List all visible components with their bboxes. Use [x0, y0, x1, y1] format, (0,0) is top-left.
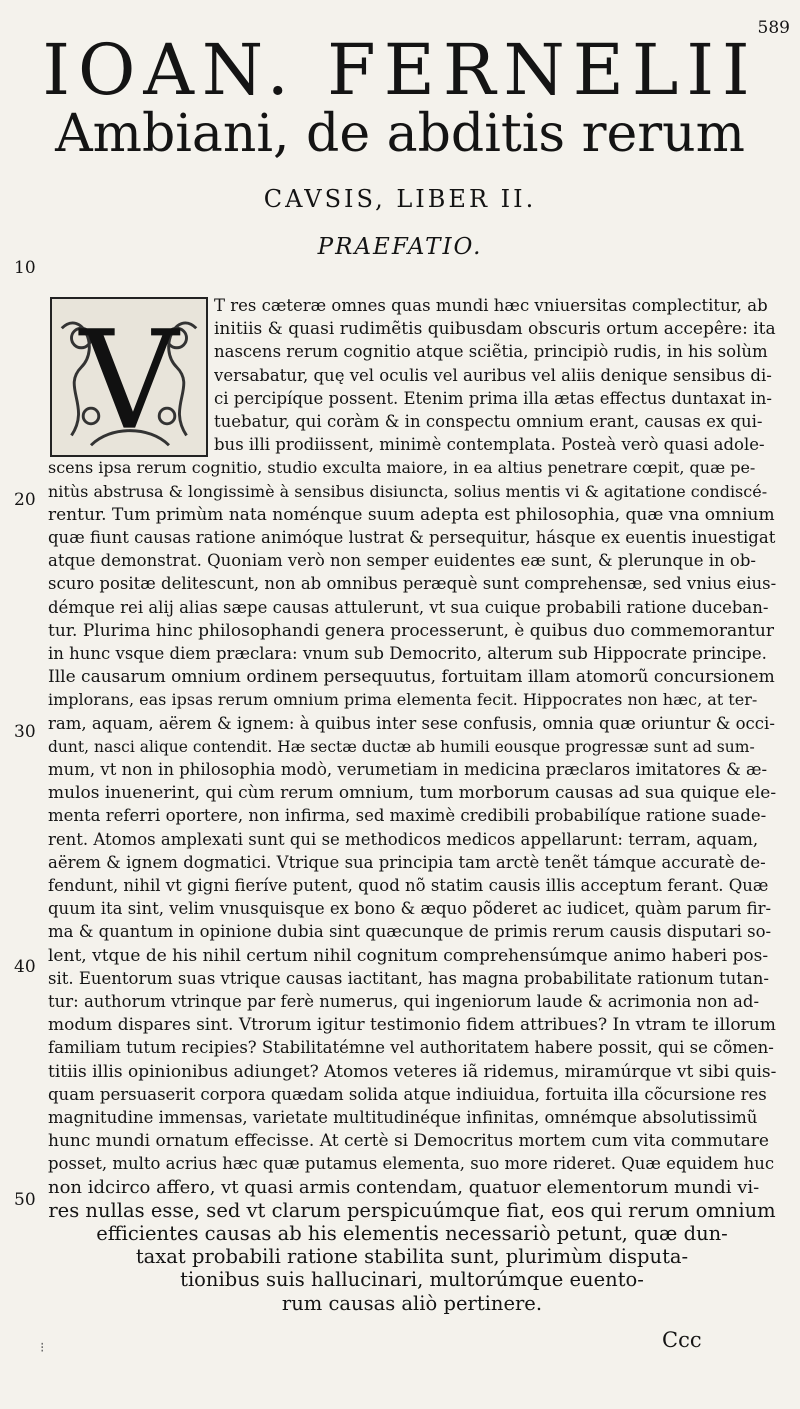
text-line: menta referri oportere, non infirma, sed maximè credibili probabilíque ratione suade-: [48, 806, 767, 826]
margin-line-number: 40: [14, 957, 36, 977]
text-line: quæ fiunt causas ratione animóque lustrat & persequitur, hásque ex euentis inuestigat: [48, 528, 776, 547]
text-line: Ille causarum omnium ordinem persequutus, fortuitam illam atomorũ concursionem: [48, 667, 775, 688]
decorated-initial: [50, 297, 208, 457]
text-line: rentur. Tum primùm nata noménque suum adepta est philosophia, quæ vna omnium: [48, 504, 775, 525]
text-line: tur. Plurima hinc philosophandi genera processerunt, è quibus duo commemorantur: [48, 620, 774, 641]
text-line: modum dispares sint. Vtrorum igitur testimonio fidem attribues? In vtram te illorum: [48, 1015, 776, 1036]
text-line: taxat probabili ratione stabilita sunt, plurimùm disputa-: [135, 1245, 689, 1269]
text-line: in hunc vsque diem præclara: vnum sub Democrito, alterum sub Hippocrate principe.: [48, 644, 767, 663]
title-author: IOAN. FERNELII: [42, 29, 758, 111]
text-line: non idcirco affero, vt quasi armis contendam, quatuor elementorum mundi vi-: [48, 1176, 760, 1198]
text-line: hunc mundi ornatum effecisse. At certè si Democritus mortem cum vita commutare: [48, 1131, 769, 1152]
margin-line-number: 30: [14, 722, 36, 742]
text-line: rum causas aliò pertinere.: [281, 1291, 543, 1315]
text-line: scuro positæ delitescunt, non ab omnibus peræquè sunt comprehensæ, sed vnius eius-: [48, 574, 776, 594]
text-line: scens ipsa rerum cognitio, studio exculta maiore, in ea altius penetrare cœpit, quæ pe-: [48, 458, 756, 478]
ornament-icon: [52, 299, 206, 455]
text-line: aërem & ignem dogmatici. Vtrique sua principia tam arctè tenẽt támque accuratè de-: [48, 852, 766, 872]
text-line: titiis illis opinionibus adiunget? Atomos veteres iã ridemus, miramúrque vt sibi quis-: [48, 1061, 776, 1082]
text-line: dunt, nasci alique contendit. Hæ sectæ ductæ ab humili eousque progressæ sunt ad sum-: [48, 737, 755, 756]
svg-text:V: V: [79, 301, 179, 455]
text-line: atque demonstrat. Quoniam verò non semper euidentes eæ sunt, & plerunque in ob-: [48, 551, 756, 571]
text-line: initiis & quasi rudimẽtis quibusdam obscuris ortum accepêre: ita: [214, 319, 776, 340]
text-line: bus illi prodiissent, minimè contemplata. Posteà verò quasi adole-: [214, 435, 765, 455]
text-line: familiam tutum recipies? Stabilitatémne vel authoritatem habere possit, qui se cõmen-: [48, 1038, 774, 1058]
text-line: efficientes causas ab his elementis necessariò petunt, quæ dun-: [96, 1222, 728, 1245]
text-line: quam persuaserit corpora quædam solida atque indiuidua, fortuita illa cõcursione res: [48, 1084, 767, 1104]
text-line: posset, multo acrius hæc quæ putamus elementa, suo more rideret. Quæ equidem huc: [48, 1154, 775, 1174]
text-line: rent. Atomos amplexati sunt qui se methodicos medicos appellarunt: terram, aquam,: [48, 829, 759, 849]
text-line: tur: authorum vtrinque par ferè numerus, qui ingeniorum laude & acrimonia non ad-: [48, 992, 760, 1011]
text-line: sit. Euentorum suas vtrique causas iactitant, has magna probabilitate rationum tutan-: [48, 968, 769, 988]
text-line: ram, aquam, aërem & ignem: à quibus inter sese confusis, omnia quæ oriuntur & occi-: [48, 713, 775, 733]
text-line: mum, vt non in philosophia modò, verumetiam in medicina præclaros imitatores & æ-: [48, 760, 768, 779]
text-line: T res cæteræ omnes quas mundi hæc vniuersitas complectitur, ab: [214, 296, 768, 315]
text-line: fendunt, nihil vt gigni fieríve putent, quod nõ statim causis illis acceptum ferant. Quæ: [48, 876, 769, 895]
margin-marks: ⁝: [40, 1340, 45, 1356]
margin-line-number: 50: [14, 1190, 36, 1210]
text-line: tionibus suis hallucinari, multorúmque euento-: [180, 1268, 644, 1292]
margin-line-number: 10: [14, 258, 36, 278]
text-line: mulos inuenerint, qui cùm rerum omnium, tum morborum causas ad sua quique ele-: [48, 783, 776, 804]
text-line: démque rei alij alias sæpe causas attulerunt, vt sua cuique probabili ratione duceban-: [48, 597, 769, 617]
margin-line-number: 20: [14, 490, 36, 510]
text-line: tuebatur, qui coràm & in conspectu omnium erant, causas ex qui-: [214, 412, 763, 431]
page-number: 589: [757, 18, 790, 38]
text-line: ci percipíque possent. Etenim prima illa ætas effectus duntaxat in-: [214, 388, 773, 408]
text-line: nascens rerum cognitio atque sciẽtia, principiò rudis, in his solùm: [214, 342, 768, 362]
text-line: ma & quantum in opinione dubia sint quæcunque de primis rerum causis disputari so-: [48, 922, 772, 942]
text-line: res nullas esse, sed vt clarum perspicuúmque fiat, eos qui rerum omnium: [48, 1198, 776, 1222]
text-line: magnitudine immensas, varietate multitudinéque infinitas, omnémque absolutissimũ: [48, 1108, 758, 1127]
text-line: lent, vtque de his nihil certum nihil cognitum comprehensúmque animo haberi pos-: [48, 945, 769, 966]
section-heading: PRAEFATIO.: [317, 234, 483, 260]
signature-mark: Ccc: [662, 1328, 702, 1352]
title-work: Ambiani, de abditis rerum: [55, 104, 745, 164]
title-book: CAVSIS, LIBER II.: [263, 185, 537, 213]
text-line: versabatur, quę vel oculis vel auribus vel aliis denique sensibus di-: [214, 365, 772, 385]
text-line: quum ita sint, velim vnusquisque ex bono & æquo põderet ac iudicet, quàm parum fir-: [48, 899, 772, 919]
text-line: implorans, eas ipsas rerum omnium prima elementa fecit. Hippocrates non hæc, at ter-: [48, 690, 758, 710]
text-line: nitùs abstrusa & longissimè à sensibus disiuncta, solius mentis vi & agitatione condiscé-: [48, 481, 768, 501]
